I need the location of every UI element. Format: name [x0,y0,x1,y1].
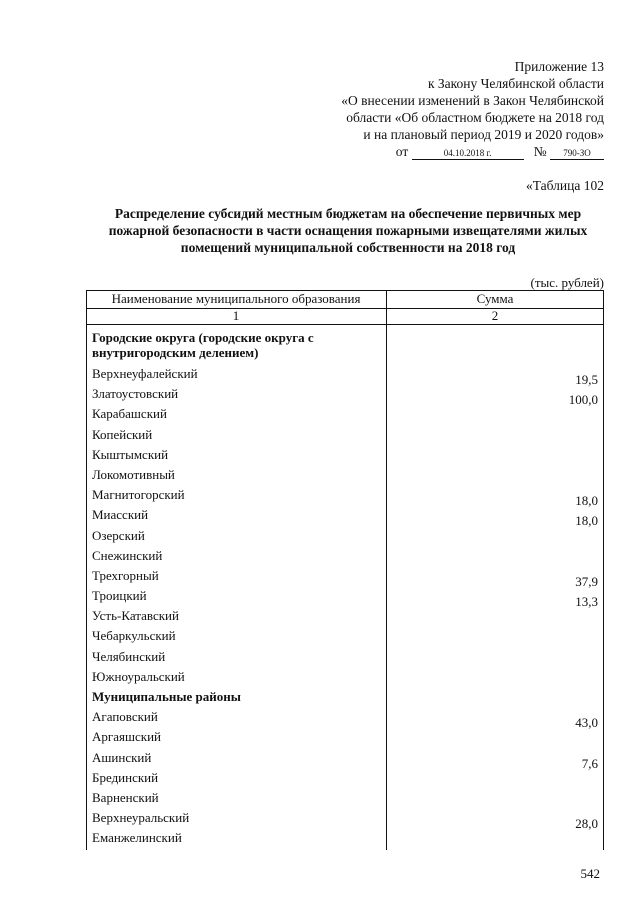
municipality-name: Копейский [92,426,153,442]
table-row [86,828,604,848]
subsidy-amount: 7,6 [581,755,598,771]
header-law-title-2: области «Об областном бюджете на 2018 год [346,110,604,125]
municipality-name: Еманжелинский [92,830,182,846]
table-row [86,364,604,387]
column-number-2: 2 [491,308,499,323]
document-header [204,58,604,160]
subsidy-amount: 37,9 [575,573,598,589]
municipality-name: Ашинский [92,749,152,765]
table-row [86,425,604,445]
municipality-name: Магнитогорский [92,487,185,503]
table-row [86,768,604,788]
table-row [86,526,604,546]
table-row [86,788,604,808]
municipality-name: Миасский [92,507,149,523]
table-body [86,328,604,849]
table-row [86,465,604,485]
table-row [86,667,604,687]
subsidy-amount: 18,0 [575,513,598,529]
subsidy-amount: 19,5 [575,372,598,387]
units-label: (тыс. рублей) [530,275,604,290]
municipality-name: Южноуральский [92,668,185,684]
table-row [86,384,604,408]
subsidy-amount: 18,0 [575,493,598,509]
municipality-name: Чебаркульский [92,628,176,644]
municipality-name: Карабашский [92,406,167,422]
law-number: 790-ЗО [550,148,604,160]
table-row [86,626,604,646]
municipality-name: Златоустовский [92,386,179,402]
table-row [86,485,604,509]
column-header-sum: Сумма [476,291,514,306]
municipality-name: Озерский [92,527,145,543]
table-row [86,647,604,667]
municipality-name: Муниципальные районы [92,689,241,704]
municipality-name: Верхнеуфалейский [92,366,198,381]
table-row [86,566,604,589]
subsidy-amount: 100,0 [568,392,598,408]
header-law-title-1: «О внесении изменений в Закон Челябинской [341,93,604,108]
table-row [86,707,604,731]
municipality-name: Верхнеуральский [92,810,190,826]
header-law: к Закону Челябинской области [427,76,604,91]
municipality-name: Агаповский [92,709,158,725]
document-title: Распределение субсидий местным бюджетам на обеспечение первичных мер пожарной безопасности в части оснащения пожарными извещателями жилых помещений муниципальной собственности на 2018 год [108,206,588,255]
column-header-name: Наименование муниципального образования [111,291,361,306]
table-border-numbers [86,324,604,325]
header-appendix: Приложение 13 [514,59,604,74]
municipality-name: Троицкий [92,588,147,604]
municipality-name: Локомотивный [92,466,175,482]
table-row [86,586,604,610]
subsidy-table [86,290,604,850]
column-number-1: 1 [232,308,240,323]
table-reference: «Таблица 102 [526,178,604,193]
municipality-name: Варненский [92,789,159,805]
municipality-name: Аргаяшский [92,729,161,745]
table-row [86,748,604,771]
municipality-name: Трехгорный [92,567,159,583]
number-label: № [533,144,547,159]
table-row [86,606,604,626]
subsidy-amount: 28,0 [575,816,598,832]
law-date: 04.10.2018 г. [412,148,524,160]
subsidy-amount: 13,3 [575,594,598,610]
table-row [86,445,604,465]
table-row [86,546,604,566]
subsidy-amount: 43,0 [575,715,598,731]
page-number: 542 [580,866,600,881]
table-row [86,808,604,832]
municipality-name: Кыштымский [92,446,169,462]
municipality-name: Снежинский [92,547,163,563]
table-row [86,727,604,747]
header-law-title-3: и на плановый период 2019 и 2020 годов» [363,127,604,142]
from-label: от [395,144,409,159]
table-row [86,505,604,529]
municipality-name: Челябинский [92,648,166,664]
municipality-name: Усть-Катавский [92,608,179,624]
table-group-row [86,328,604,364]
municipality-name: Брединский [92,769,159,785]
table-row [86,404,604,424]
municipality-name: Городские округа (городские округа с внутригородским делением) [92,330,314,360]
table-group-row [86,687,604,707]
header-date-number [204,143,604,160]
